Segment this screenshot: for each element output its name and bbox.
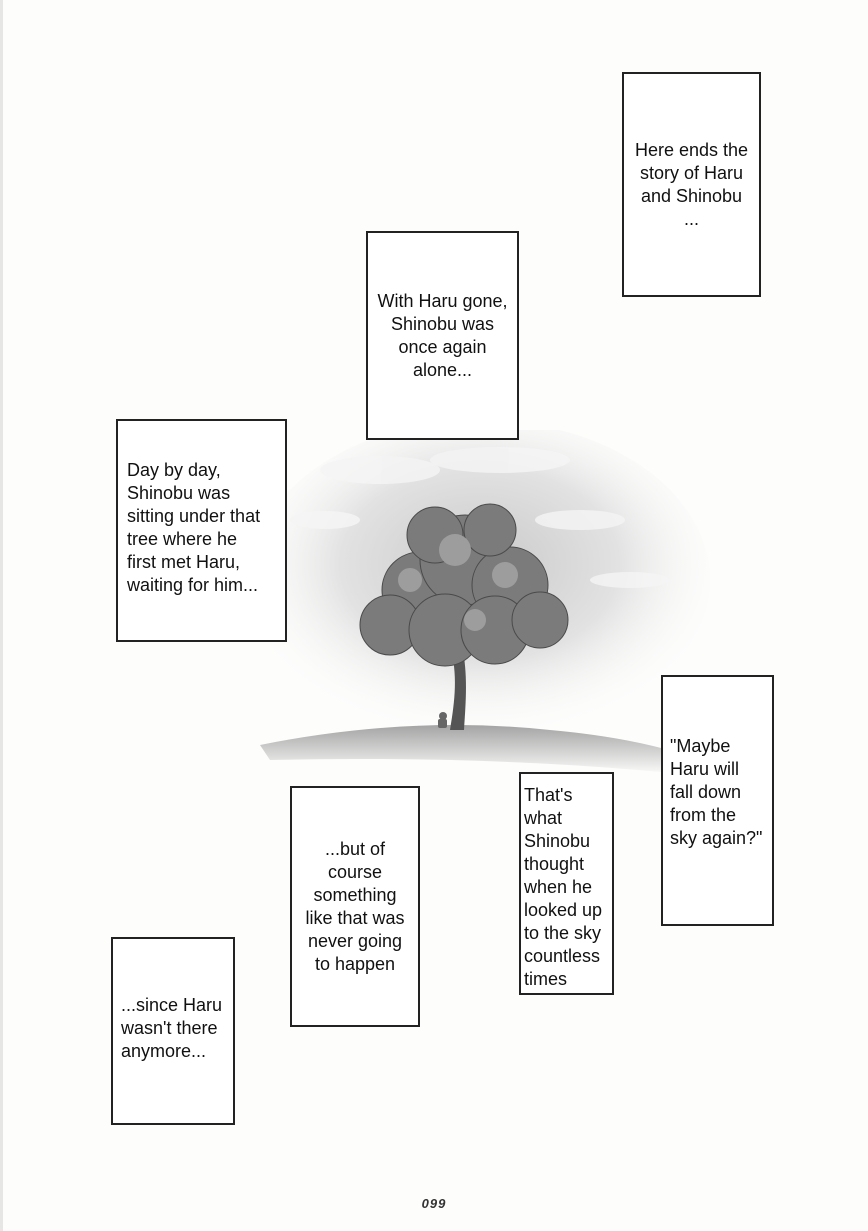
caption-line: With Haru gone, [377, 290, 508, 311]
caption-line: Shinobu was [127, 483, 231, 503]
caption-line: tree where he [127, 529, 238, 549]
caption-line: thought [524, 854, 585, 874]
caption-line: fall down [670, 782, 742, 802]
page-number: 099 [421, 1196, 447, 1211]
caption-thats [519, 772, 614, 995]
caption-line: Day by day, [127, 460, 221, 480]
caption-line: story of Haru [639, 162, 744, 183]
caption-line: ...since Haru [121, 995, 223, 1015]
caption-line: Here ends the [634, 139, 749, 160]
caption-line: Shinobu was [390, 313, 495, 334]
caption-line: to the sky [524, 923, 602, 943]
caption-line: and Shinobu [640, 185, 743, 206]
caption-line: "Maybe [670, 736, 731, 756]
caption-line: ...but of [324, 838, 386, 859]
caption-line: when he [524, 877, 593, 897]
tree-illustration [250, 430, 710, 800]
caption-line: Shinobu [524, 831, 591, 851]
caption-line: first met Haru, [127, 552, 241, 572]
caption-line: from the [670, 805, 737, 825]
hill [260, 725, 700, 775]
caption-line: once again [398, 336, 487, 357]
caption-daybyday [116, 419, 287, 642]
caption-ends [622, 72, 761, 297]
caption-line: sky again?" [670, 828, 763, 848]
caption-line: times [524, 969, 568, 989]
caption-line: like that was [305, 907, 405, 928]
caption-line: course [327, 861, 383, 882]
caption-course [290, 786, 420, 1027]
caption-line: what [524, 808, 563, 828]
caption-line: wasn't there [121, 1018, 218, 1038]
caption-line: alone... [412, 359, 473, 380]
caption-gone [366, 231, 519, 440]
caption-line: to happen [314, 953, 396, 974]
caption-line: looked up [524, 900, 603, 920]
caption-line: waiting for him... [127, 575, 259, 595]
caption-line: ... [683, 208, 699, 229]
sitting-figure [438, 712, 447, 728]
caption-line: something [313, 884, 397, 905]
caption-line: anymore... [121, 1041, 207, 1061]
caption-line: never going [307, 930, 403, 951]
caption-line: sitting under that [127, 506, 261, 526]
caption-since [111, 937, 235, 1125]
caption-maybe [661, 675, 774, 926]
caption-line: Haru will [670, 759, 740, 779]
caption-line: That's [524, 785, 573, 805]
caption-line: countless [524, 946, 601, 966]
page-edge [0, 0, 3, 1231]
